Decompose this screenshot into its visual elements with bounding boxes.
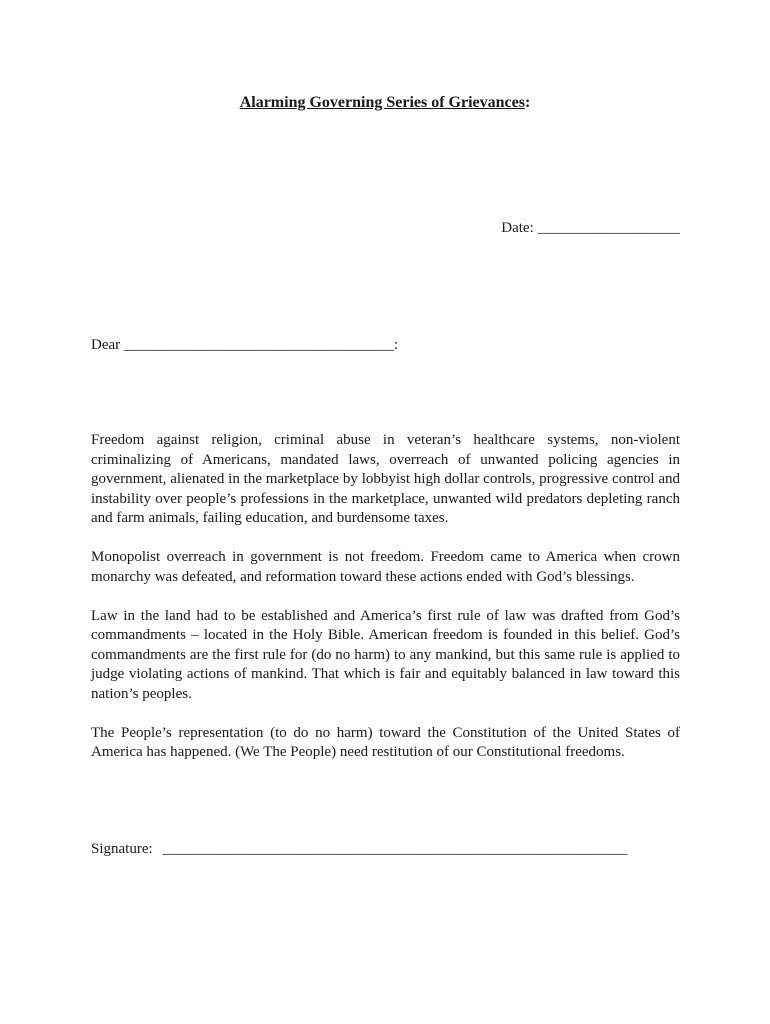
salutation-label: Dear <box>91 337 121 353</box>
signature-line <box>91 839 628 859</box>
paragraph-2: Monopolist overreach in government is not freedom. Freedom came to America when crown monarchy was defeated, and reformation toward these actions ended with God’s blessings. <box>91 549 680 585</box>
signature-label: Signature: <box>91 841 153 857</box>
paragraph-1: Freedom against religion, criminal abuse in veteran’s healthcare systems, non-violent criminalizing of Americans, mandated laws, overreach of unwanted policing agencies in government, alienated in the marketplace by lobbyist high dollar controls, progressive control and instability over people’s professions in the marketplace, unwanted wild predators depleting ranch and farm animals, failing education, and burdensome taxes. <box>91 432 680 526</box>
document-title: Alarming Governing Series of Grievances: <box>239 94 531 111</box>
recipient-field: ____________________________________ <box>123 337 394 353</box>
date-field: ___________________ <box>537 220 680 236</box>
paragraph-3: Law in the land had to be established and America’s first rule of law was drafted from God’s commandments – located in the Holy Bible. American freedom is founded in this belief. God’s commandments are the first rule for (do no harm) to any mankind, but this same rule is applied to judge violating actions of mankind. That which is fair and equitably balanced in law toward this nation’s peoples. <box>91 607 680 702</box>
date-line <box>501 218 680 238</box>
date-label: Date: <box>501 220 534 236</box>
letter-body <box>91 431 680 782</box>
signature-field: ______________________________________________________________ <box>162 841 628 857</box>
salutation-line: Dear ____________________________________: <box>91 337 399 353</box>
paragraph-4: The People’s representation (to do no harm) toward the Constitution of the United States of America has happened. (We The People) need restitution of our Constitutional freedoms. <box>91 724 680 760</box>
